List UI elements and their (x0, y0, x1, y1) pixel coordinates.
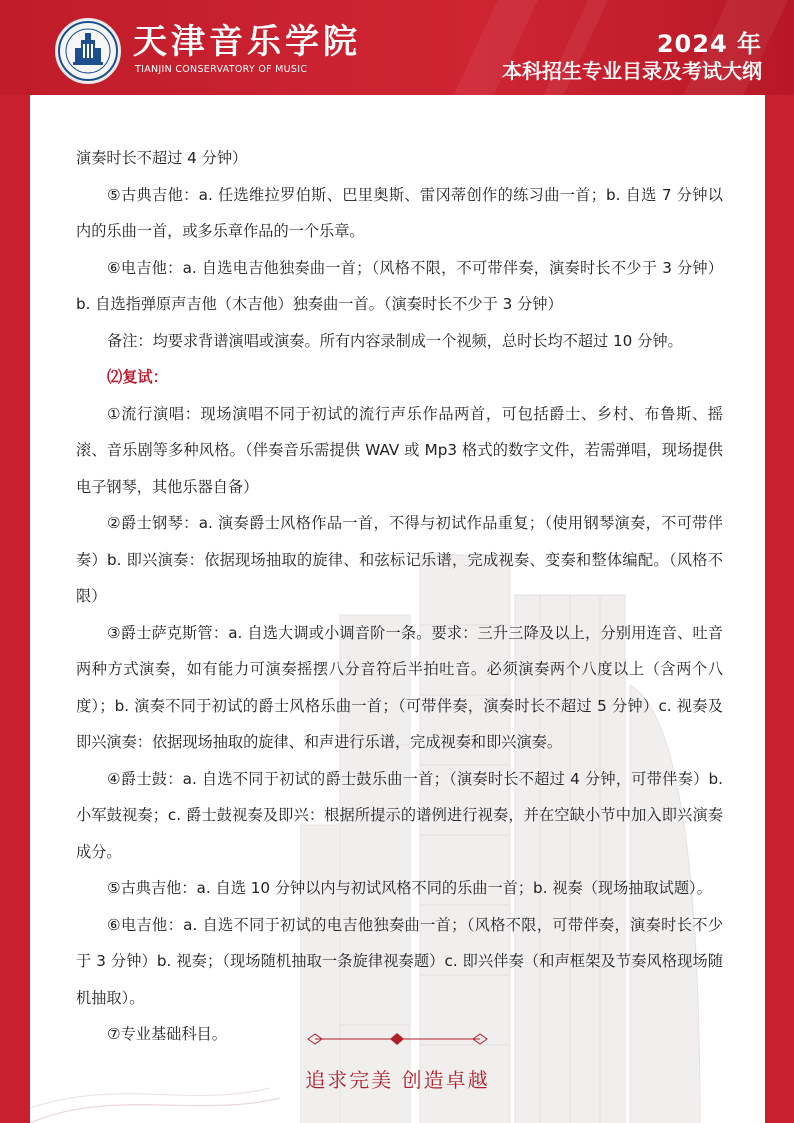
page-sheet (30, 95, 765, 1123)
catalog-year: 2024 年 (656, 30, 762, 58)
body-paragraph: ⑤古典吉他：a. 自选 10 分钟以内与初试风格不同的乐曲一首；b. 视奏（现场抽取试题）。 (107, 879, 712, 897)
body-paragraph: ④爵士鼓：a. 自选不同于初试的爵士鼓乐曲一首；（演奏时长不超过 4 分钟，可带伴奏）b. 小军鼓视奏；c. 爵士鼓视奏及即兴：根据所提示的谱例进行视奏，并在空缺小节中加入即兴演奏成分。 (76, 769, 723, 861)
body-paragraph: ⑤古典吉他：a. 任选维拉罗伯斯、巴里奥斯、雷冈蒂创作的练习曲一首；b. 自选 7 分钟以内的乐曲一首，或多乐章作品的一个乐章。 (76, 185, 723, 240)
body-paragraph: ⑥电吉他：a. 自选不同于初试的电吉他独奏曲一首；（风格不限，可带伴奏，演奏时长不少于 3 分钟）b. 视奏；（现场随机抽取一条旋律视奏题）c. 即兴伴奏（和声框架及节奏风格现场随机抽取）。 (76, 915, 723, 1007)
body-paragraph: ⑥电吉他：a. 自选电吉他独奏曲一首；（风格不限，不可带伴奏，演奏时长不少于 3 分钟）b. 自选指弹原声吉他（木吉他）独奏曲一首。（演奏时长不少于 3 分钟） (76, 258, 723, 313)
body-paragraph: 备注：均要求背谱演唱或演奏。所有内容录制成一个视频，总时长均不超过 10 分钟。 (107, 331, 683, 350)
section-heading: ⑵复试： (107, 368, 168, 386)
document-body (76, 140, 723, 1053)
body-paragraph: ②爵士钢琴：a. 演奏爵士风格作品一首，不得与初试作品重复；（使用钢琴演奏，不可带伴奏）b. 即兴演奏：依据现场抽取的旋律、和弦标记乐谱，完成视奏、变奏和整体编配。（风格不限） (76, 514, 723, 605)
footer-motto: 追求完美 创造卓越 (305, 1068, 490, 1092)
school-name-en: TIANJIN CONSERVATORY OF MUSIC (135, 64, 308, 75)
body-paragraph: ①流行演唱：现场演唱不同于初试的流行声乐作品两首，可包括爵士、乡村、布鲁斯、摇滚、音乐剧等多种风格。（伴奏音乐需提供 WAV 或 Mp3 格式的数字文件，若需弹唱，现场提供电子钢琴，其他乐器自备） (76, 404, 723, 496)
body-paragraph: 演奏时长不超过 4 分钟） (76, 149, 248, 167)
school-name-cn: 天津音乐学院 (133, 22, 361, 62)
body-paragraph: ⑦专业基础科目。 (107, 1025, 227, 1043)
page-header (0, 0, 794, 95)
catalog-subtitle: 本科招生专业目录及考试大纲 (502, 59, 762, 83)
school-logo (55, 18, 121, 84)
body-paragraph: ③爵士萨克斯管：a. 自选大调或小调音阶一条。要求：三升三降及以上，分别用连音、吐音两种方式演奏，如有能力可演奏摇摆八分音符后半拍吐音。必须演奏两个八度以上（含两个八度）；b. 演奏不同于初试的爵士风格乐曲一首；（可带伴奏，演奏时长不超过 5 分钟）c. 视奏及即兴演奏：依据现场抽取的旋律、和声进行乐谱，完成视奏和即兴演奏。 (76, 623, 723, 751)
